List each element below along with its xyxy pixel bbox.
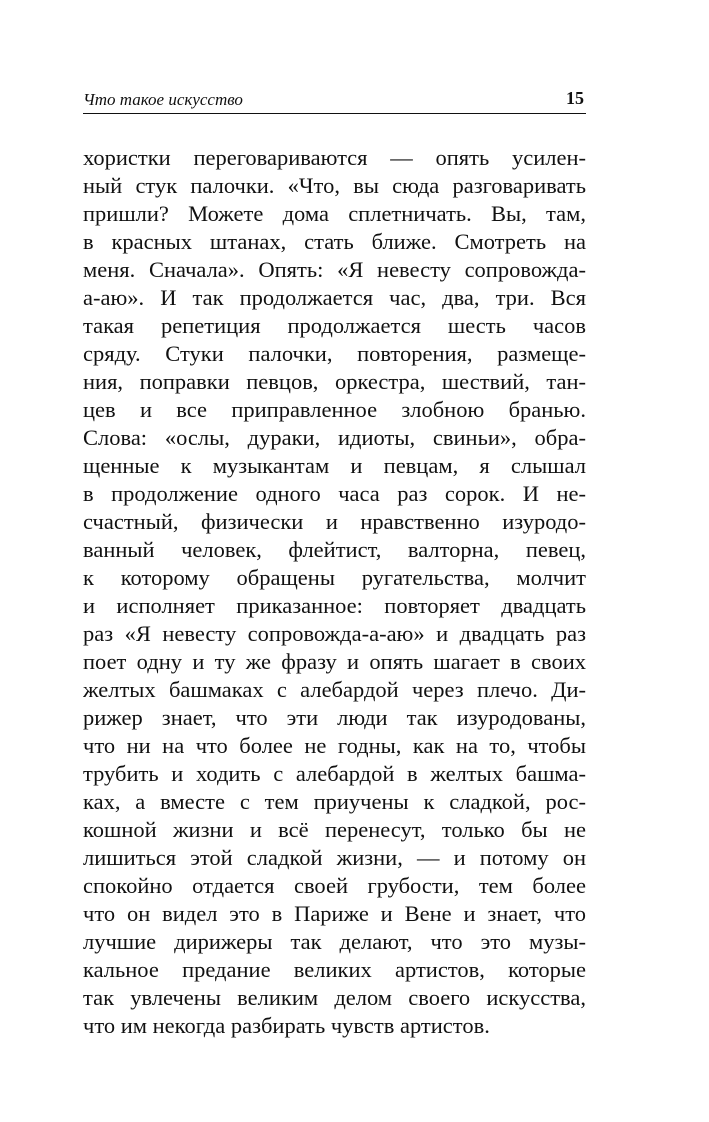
text-line: ванный человек, флейтист, валторна, певец, <box>83 537 586 562</box>
text-line: в красных штанах, стать ближе. Смотреть на <box>83 229 586 254</box>
text-line: ках, а вместе с тем приучены к сладкой, рос- <box>83 789 586 814</box>
running-title: Что такое искусство <box>83 90 243 109</box>
text-line: поет одну и ту же фразу и опять шагает в своих <box>83 649 586 674</box>
text-line: меня. Сначала». Опять: «Я невесту сопровожда- <box>83 257 586 282</box>
text-line: такая репетиция продолжается шесть часов <box>83 313 586 338</box>
text-line: что он видел это в Париже и Вене и знает, что <box>83 901 586 926</box>
text-line: рижер знает, что эти люди так изуродованы, <box>83 705 586 730</box>
text-line-last: что им некогда разбирать чувств артистов. <box>83 1013 490 1038</box>
text-line: что ни на что более не годны, как на то, чтобы <box>83 733 586 758</box>
text-line: хористки переговариваются — опять усилен- <box>83 145 586 170</box>
text-line: ный стук палочки. «Что, вы сюда разговаривать <box>83 173 586 198</box>
text-line: в продолжение одного часа раз сорок. И не- <box>83 481 586 506</box>
body-text <box>83 144 586 1040</box>
text-line: к которому обращены ругательства, молчит <box>83 565 586 590</box>
text-line: желтых башмаках с алебардой через плечо. Ди- <box>83 677 586 702</box>
text-line: цев и все приправленное злобною бранью. <box>83 397 586 422</box>
page-number: 15 <box>566 88 584 108</box>
text-line: спокойно отдается своей грубости, тем более <box>83 873 586 898</box>
text-line: кошной жизни и всё перенесут, только бы не <box>83 817 586 842</box>
text-line: раз «Я невесту сопровожда-а-аю» и двадцать раз <box>83 621 586 646</box>
text-line: счастный, физически и нравственно изуродо- <box>83 509 586 534</box>
text-line: ния, поправки певцов, оркестра, шествий, тан- <box>83 369 586 394</box>
text-line: а-аю». И так продолжается час, два, три. Вся <box>83 285 586 310</box>
text-line: сряду. Стуки палочки, повторения, размеще- <box>83 341 586 366</box>
text-line: пришли? Можете дома сплетничать. Вы, там, <box>83 201 586 226</box>
text-line: лучшие дирижеры так делают, что это музы- <box>83 929 586 954</box>
running-head <box>83 88 586 112</box>
text-line: трубить и ходить с алебардой в желтых башма- <box>83 761 586 786</box>
text-line: кальное предание великих артистов, которые <box>83 957 586 982</box>
text-line: так увлечены великим делом своего искусства, <box>83 985 586 1010</box>
text-line: и исполняет приказанное: повторяет двадцать <box>83 593 586 618</box>
text-line: Слова: «ослы, дураки, идиоты, свиньи», обра- <box>83 425 586 450</box>
text-line: лишиться этой сладкой жизни, — и потому он <box>83 845 586 870</box>
header-rule <box>83 113 586 114</box>
text-line: щенные к музыкантам и певцам, я слышал <box>83 453 586 478</box>
